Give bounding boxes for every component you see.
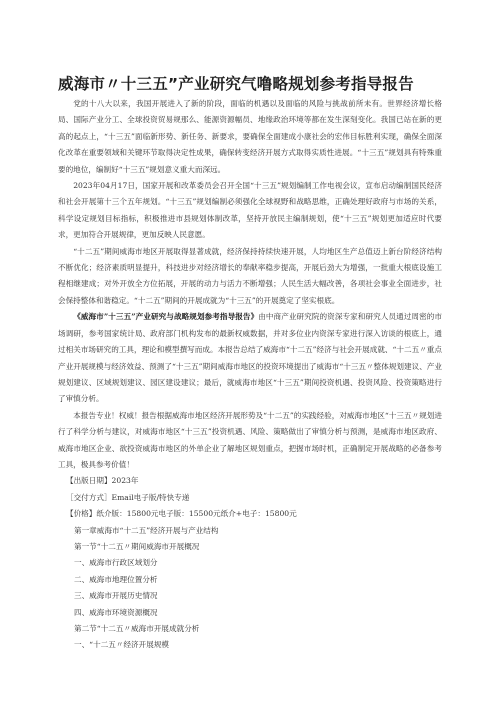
paragraph-intro: 党的十八大以来，我国开展进入了新的阶段，面临的机遇以及面临的风险与挑战前所未有。世界经济增长格局、国际产业分工、全球投资贸易规那么、能源资源幅员、地缘政治环境等都在发生深刻变化。我国已站在新的更高的起点上，“十三五”面临新形势、新任务、新要求，要确保全面建成小康社会的宏伟目标胜利实现，确保全面深化改革在重要领域和关键环节取得决定性成果，确保转变经济开展方式取得实质性进展。“十三五”规划具有特殊重要的地位，编制好“十三五”规划意义重大而深远。: [58, 99, 442, 174]
toc-line: 第一节“十二五〃期间威海市开展概况: [74, 541, 200, 551]
toc-line: 四、威海市环境资源概况: [74, 607, 158, 617]
paragraph-planning-meeting: 2023年04月17日，国家开展和改革委员会召开全国“十三五”规划编制工作电视会议，宣布启动编制国民经济和社会开展第十三个五年规划。“十三五”规划编制必须强化全球视野和战略思维，正确处理好政府与市场的关系，科学设定规划目标指标，积极推进市县规划体制改革，坚持开放民主编制规划，使“十三五”规划更加适应时代要求，更加符合开展规律，更加反映人民意愿。: [58, 181, 442, 240]
document-body: [58, 96, 442, 654]
document-title: 威海市〃十三五”产业研究气噜略规划参考指导报告: [58, 75, 414, 93]
paragraph-report-summary: [58, 309, 442, 407]
toc-line: 第一章威海市“十二五”经济开展与产业结构: [74, 525, 219, 535]
delivery-method: ［交付方式］Email电子版/特快专递: [66, 492, 190, 502]
paragraph-achievements: “十二五”期间威海市地区开展取得显著成就，经济保持持续快速开展，人均地区生产总值迈上新台阶经济结构不断优化；经济素质明显提升，科技进步对经济增长的奉献率稳步提高，开展后劲大为增强，一批重大根底设施工程相继建成；对外开放全方位拓展，开展的动力与活力不断增强；人民生活大幅改善，各项社会事业全面进步，社会保持整体和谐稳定。“十二五”期间的开展成就为“十三五”的开展奠定了坚实根底。: [58, 246, 442, 305]
paragraph-report-value: 本报告专业！权威！报告根据威海市地区经济开展形势及“十二五”的实践经验，对威海市地区“十三五〃规划进行了科学分析与建议，对威海市地区“十三五”投资机遇、风险、策略做出了审慎分析与预测，是威海市地区政府、威海市地区企业、欲投资威海市地区的外单企业了解地区规划重点，把握市场时机，正确制定开展战略的必备参考工具，极具参考价值！: [58, 410, 442, 469]
toc-line: 三、威海市开展历史情况: [74, 591, 158, 601]
toc-line: 一、威海市行政区域划分: [74, 558, 158, 568]
price-line: 【价格】纸介版：15800元电子版：15500元纸介+电子：15800元: [66, 509, 297, 519]
toc-line: 一、“十二五〃经济开展规模: [74, 640, 170, 650]
toc-line: 第二节“十二五〃威海市开展成就分析: [74, 624, 200, 633]
report-bold-title: 《威海市”十三五”产业研究与战略规划参考指导报告》: [73, 312, 259, 322]
report-summary-text: 由中商产业研究院的资深专家和研究人员通过周密的市场调研，参考国家统计局、政府部门机构发布的最新权威数据，并对多位业内资深专家进行深入访谈的根底上，通过相关市场研究的工具，理论和模型撰写而成。本报告总结了威海市“十二五”经济与社会开展成就、“十二五〃重点产业开展规模与经济效益、预测了“十三五”期间威海市地区的投资环境提出了威海市“十三五〃整体规划建议、产业规划建议、区域规划建议、园区建设建议；最后，就威海市地区“十三五”期间投资机遇、投资风险、投资策略进行了审慎分析。: [58, 312, 443, 404]
publish-date: 【出版日期】2023年: [66, 476, 139, 486]
toc-line: 二、威海市地理位置分析: [74, 574, 158, 584]
